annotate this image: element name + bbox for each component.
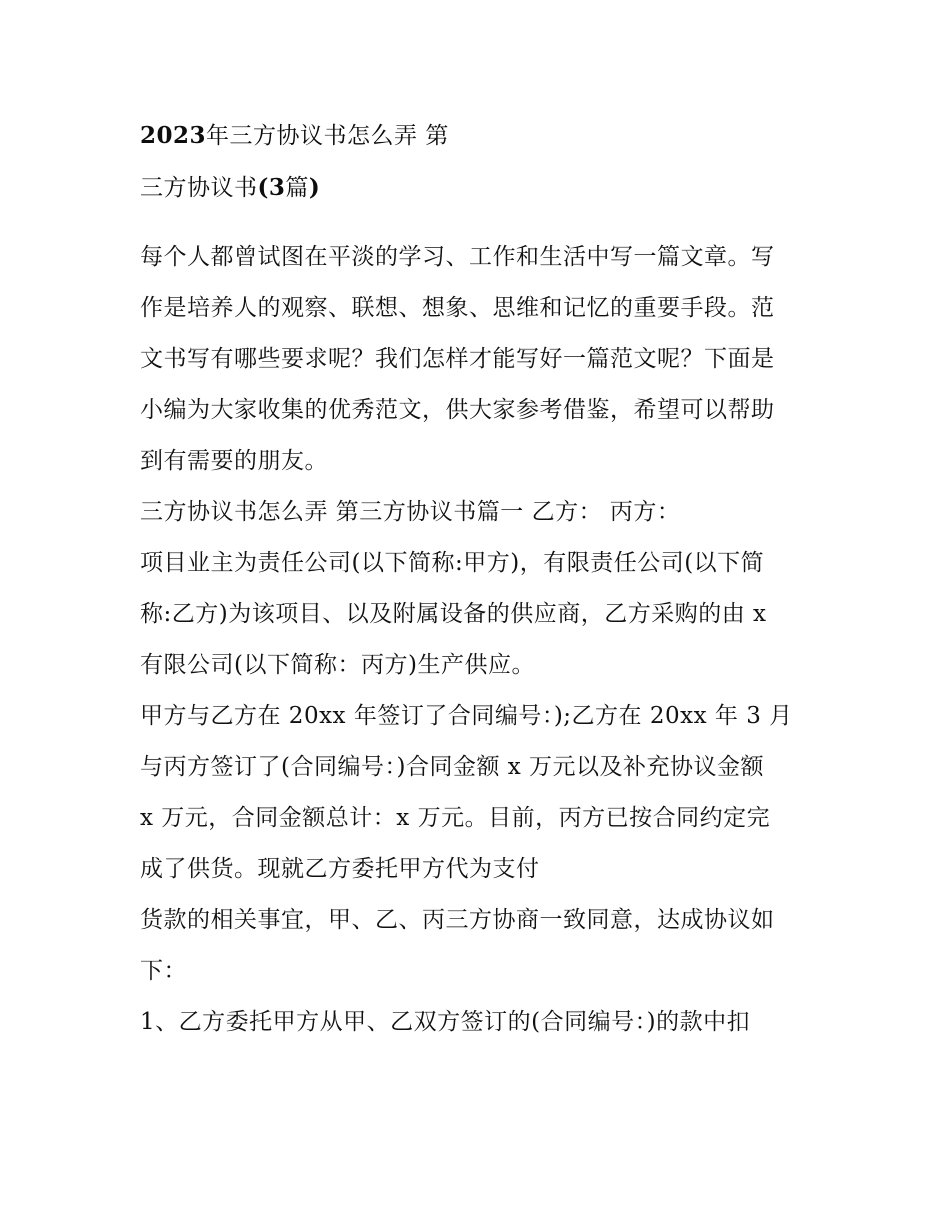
body-line: 有限公司(以下简称：丙方)生产供应。	[140, 652, 535, 678]
title-count-unit: 篇	[285, 175, 309, 201]
body-line: 称:乙方)为该项目、以及附属设备的供应商，乙方采购的由 x	[140, 601, 767, 627]
body-line: 作是培养人的观察、联想、想象、思维和记忆的重要手段。范	[140, 295, 775, 321]
body-line: 项目业主为责任公司(以下简称:甲方)，有限责任公司(以下简	[140, 550, 765, 576]
title-line-1-text: 年三方协议书怎么弄 第	[206, 123, 449, 149]
body-line: 文书写有哪些要求呢？我们怎样才能写好一篇范文呢？下面是	[140, 346, 775, 372]
document-page	[140, 110, 820, 1048]
body-line: 货款的相关事宜，甲、乙、丙三方协商一致同意，达成协议如	[140, 907, 775, 933]
title-count-close: )	[308, 174, 321, 201]
title-line-1	[140, 110, 820, 162]
section-heading-line: 三方协议书怎么弄 第三方协议书篇一 乙方： 丙方：	[140, 499, 681, 525]
title-line-2	[140, 162, 820, 214]
body-line: 每个人都曾试图在平淡的学习、工作和生活中写一篇文章。写	[140, 244, 775, 270]
body-line: 甲方与乙方在 20xx 年签订了合同编号：);乙方在 20xx 年 3 月	[140, 703, 793, 729]
body-line: 下：	[140, 958, 187, 984]
title-year: 2023	[140, 122, 207, 149]
body-line: x 万元，合同金额总计：x 万元。目前，丙方已按合同约定完	[140, 805, 771, 831]
document-body	[140, 232, 820, 1048]
document-title	[140, 110, 820, 214]
body-line: 成了供货。现就乙方委托甲方代为支付	[140, 856, 540, 882]
body-line: 小编为大家收集的优秀范文，供大家参考借鉴，希望可以帮助	[140, 397, 775, 423]
title-line-2-text: 三方协议书	[140, 175, 258, 201]
body-line: 1、乙方委托甲方从甲、乙双方签订的(合同编号：)的款中扣	[140, 1009, 751, 1035]
title-count-open: (3	[257, 174, 286, 201]
body-line: 与丙方签订了(合同编号：)合同金额 x 万元以及补充协议金额	[140, 754, 765, 780]
body-line: 到有需要的朋友。	[140, 448, 328, 474]
